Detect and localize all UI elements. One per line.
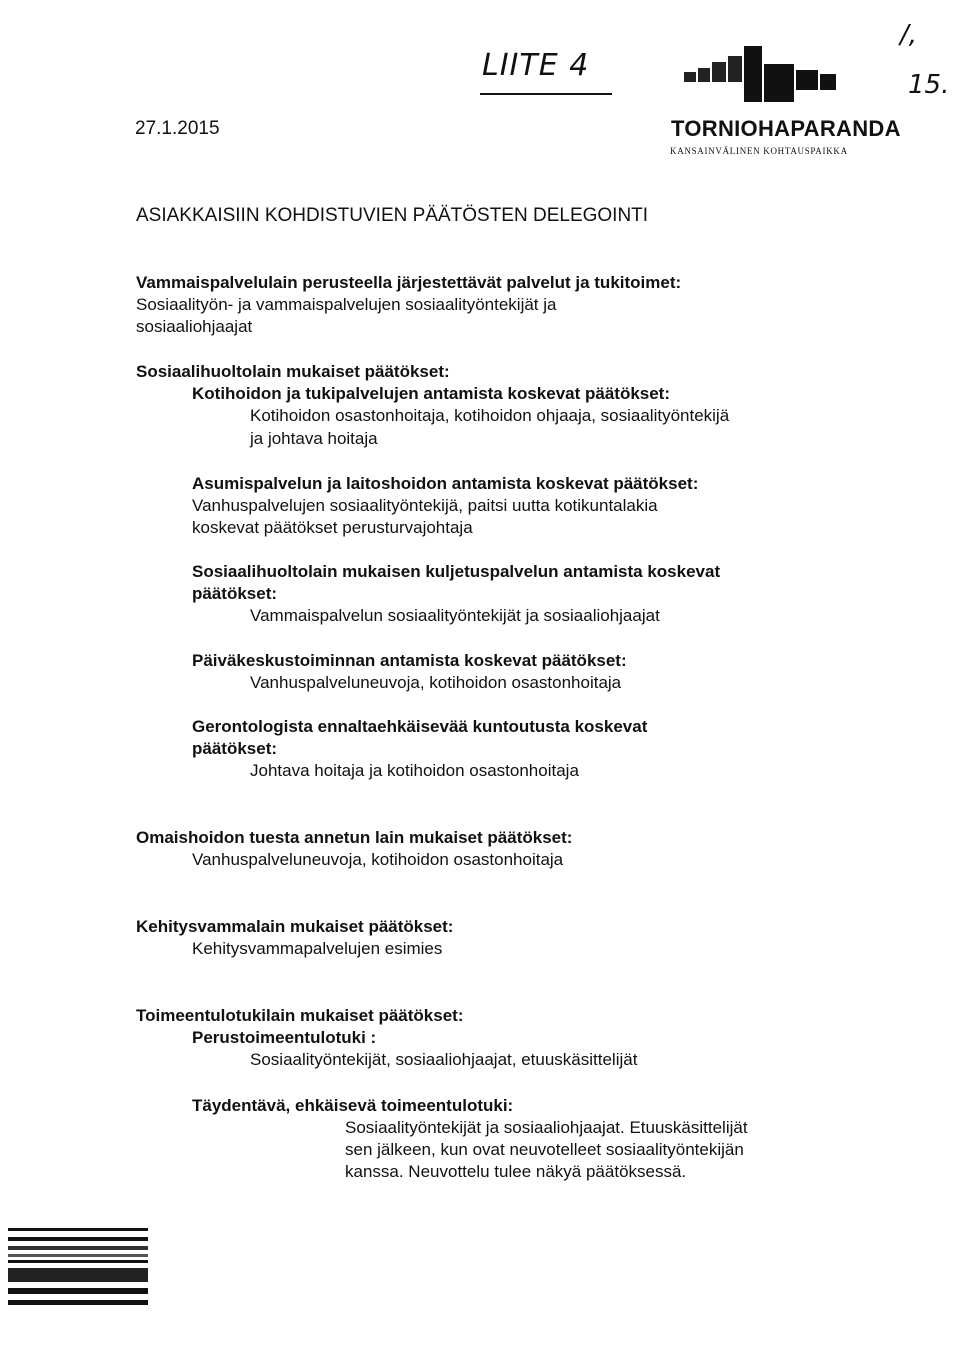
- subsection-kuntoutus-heading: Gerontologista ennaltaehkäisevää kuntoutusta koskevat: [192, 717, 648, 736]
- subsection-kuljetuspalvelu-heading: Sosiaalihuoltolain mukaisen kuljetuspalvelun antamista koskevat: [192, 562, 721, 581]
- subsection-taydentava-text: Sosiaalityöntekijät ja sosiaaliohjaajat. Etuuskäsittelijät: [345, 1118, 748, 1137]
- handwritten-liite-label: LIITE 4: [482, 48, 590, 83]
- handwritten-page-number: 15.: [908, 70, 950, 100]
- subsection-taydentava-heading: Täydentävä, ehkäisevä toimeentulotuki:: [192, 1096, 514, 1115]
- subsection-kotihoito-text: Kotihoidon osastonhoitaja, kotihoidon ohjaaja, sosiaalityöntekijä: [250, 406, 730, 425]
- subsection-asumispalvelu-text: koskevat päätökset perusturvajohtaja: [192, 518, 473, 537]
- document-title: ASIAKKAISIIN KOHDISTUVIEN PÄÄTÖSTEN DELEGOINTI: [136, 205, 649, 226]
- subsection-perustoimeentulotuki-heading: Perustoimeentulotuki :: [192, 1028, 377, 1047]
- logo-bars-icon: [684, 38, 844, 104]
- subsection-asumispalvelu-text: Vanhuspalvelujen sosiaalityöntekijä, paitsi uutta kotikuntalakia: [192, 496, 658, 515]
- subsection-kuljetuspalvelu-heading: päätökset:: [192, 584, 278, 603]
- subsection-asumispalvelu-heading: Asumispalvelun ja laitoshoidon antamista koskevat päätökset:: [192, 474, 699, 493]
- section-kehitysvammalaki-heading: Kehitysvammalain mukaiset päätökset:: [136, 917, 454, 936]
- org-name: TORNIOHAPARANDA: [671, 116, 901, 141]
- subsection-paivakeskus-text: Vanhuspalveluneuvoja, kotihoidon osastonhoitaja: [250, 673, 622, 692]
- handwritten-underline: [480, 93, 612, 95]
- section-kehitysvammalaki-text: Kehitysvammapalvelujen esimies: [192, 939, 443, 958]
- subsection-kotihoito-heading: Kotihoidon ja tukipalvelujen antamista koskevat päätökset:: [192, 384, 671, 403]
- subsection-kuntoutus-text: Johtava hoitaja ja kotihoidon osastonhoitaja: [250, 761, 579, 780]
- section-vammaispalvelulaki-text: sosiaaliohjaajat: [136, 317, 253, 336]
- subsection-paivakeskus-heading: Päiväkeskustoiminnan antamista koskevat päätökset:: [192, 651, 627, 670]
- handwritten-corner-mark: /,: [900, 20, 918, 50]
- subsection-kuntoutus-heading: päätökset:: [192, 739, 278, 758]
- subsection-kuljetuspalvelu-text: Vammaispalvelun sosiaalityöntekijät ja sosiaaliohjaajat: [250, 606, 660, 625]
- org-subtitle: KANSAINVÄLINEN KOHTAUSPAIKKA: [670, 146, 848, 156]
- section-vammaispalvelulaki-text: Sosiaalityön- ja vammaispalvelujen sosiaalityöntekijät ja: [136, 295, 557, 314]
- section-vammaispalvelulaki-heading: Vammaispalvelulain perusteella järjestettävät palvelut ja tukitoimet:: [136, 273, 682, 292]
- section-toimeentulotuki-heading: Toimeentulotukilain mukaiset päätökset:: [136, 1006, 464, 1025]
- section-omaishoito-text: Vanhuspalveluneuvoja, kotihoidon osastonhoitaja: [192, 850, 564, 869]
- subsection-taydentava-text: sen jälkeen, kun ovat neuvotelleet sosiaalityöntekijän: [345, 1140, 744, 1159]
- section-omaishoito-heading: Omaishoidon tuesta annetun lain mukaiset päätökset:: [136, 828, 573, 847]
- subsection-kotihoito-text: ja johtava hoitaja: [250, 429, 378, 448]
- subsection-perustoimeentulotuki-text: Sosiaalityöntekijät, sosiaaliohjaajat, etuuskäsittelijät: [250, 1050, 638, 1069]
- subsection-taydentava-text: kanssa. Neuvottelu tulee näkyä päätöksessä.: [345, 1162, 687, 1181]
- document-date: 27.1.2015: [135, 118, 220, 139]
- barcode-stamp-icon: [8, 1228, 148, 1310]
- section-sosiaalihuoltolaki-heading: Sosiaalihuoltolain mukaiset päätökset:: [136, 362, 450, 381]
